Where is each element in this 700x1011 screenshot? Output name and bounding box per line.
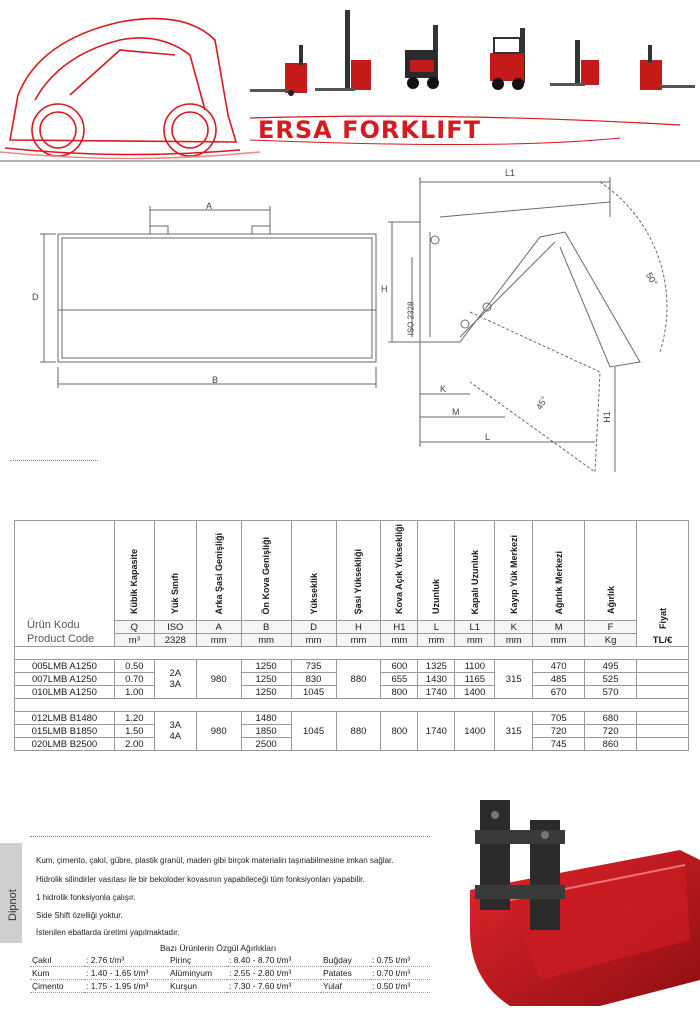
sketch-car-icon bbox=[0, 19, 260, 159]
angle-50-label: 50° bbox=[644, 270, 660, 288]
notes-divider bbox=[30, 836, 430, 837]
product-code-en: Product Code bbox=[27, 633, 95, 646]
weights-row: Çakıl : 2.76 t/m³ Pirinç : 8.40 - 8.70 t/m³ Buğday : 0.75 t/m³ bbox=[30, 954, 430, 967]
col-header: Uzunluk bbox=[418, 521, 455, 621]
col-header: Ağırlık bbox=[585, 521, 637, 621]
table-header-row bbox=[15, 521, 689, 621]
dim-a-label: A bbox=[206, 201, 213, 211]
bucket-photo bbox=[450, 790, 700, 1006]
angle-45-label: 45° bbox=[534, 394, 550, 412]
weights-table bbox=[30, 954, 430, 993]
note-line: 1 hidrolik fonksiyonla çalışır. bbox=[36, 893, 136, 902]
col-header: Yük Sınıfı bbox=[154, 521, 196, 621]
dim-l1-label: L1 bbox=[505, 168, 516, 178]
note-line: İstenilen ebatlarda üretimi yapılmaktadır. bbox=[36, 928, 180, 937]
dim-l-label: L bbox=[485, 432, 491, 442]
section-divider bbox=[10, 460, 98, 461]
dim-iso-label: ISO 2328 bbox=[406, 301, 416, 336]
dim-h1-label: H1 bbox=[601, 411, 612, 423]
forklift-row-icon bbox=[250, 10, 695, 96]
side-view bbox=[388, 177, 667, 472]
note-line: Hidrolik silindirler vasıtası ile bir bekoloder kovasının yapabileceği tüm fonksiyonları yapabilir. bbox=[36, 875, 365, 884]
brand-name: ERSA FORKLIFT bbox=[258, 116, 481, 144]
col-header: Kova Açık Yüksekliği bbox=[381, 521, 418, 621]
table-row: 007LMB A1250 0.70 1250 830 655 1430 1165 485 525 bbox=[15, 673, 689, 686]
col-header: Kübik Kapasite bbox=[114, 521, 154, 621]
col-header: Yükseklik bbox=[291, 521, 336, 621]
spec-table bbox=[14, 520, 689, 751]
dim-d-label: D bbox=[32, 292, 39, 302]
col-header: Ön Kova Genişliği bbox=[241, 521, 291, 621]
col-header: Kapalı Uzunluk bbox=[455, 521, 495, 621]
table-row: 005LMB A1250 0.50 2A 3A 980 1250 735 880 600 1325 1100 315 470 495 bbox=[15, 660, 689, 673]
weights-row: Çimento : 1.75 - 1.95 t/m³ Kurşun : 7.30 - 7.60 t/m³ Yulaf : 0.50 t/m³ bbox=[30, 980, 430, 993]
dim-b-label: B bbox=[212, 375, 219, 385]
product-code-tr: Ürün Kodu bbox=[27, 619, 80, 632]
weights-row: Kum : 1.40 - 1.65 t/m³ Alüminyum : 2.55 - 2.80 t/m³ Patates : 0.70 t/m³ bbox=[30, 967, 430, 980]
code-row: Q ISO A B D H H1 L L1 K M F bbox=[15, 621, 689, 634]
unit-row: m³ 2328 mm mm mm mm mm mm mm mm mm Kg bbox=[15, 634, 689, 647]
header-banner bbox=[0, 0, 700, 162]
dipnot-label: Dipnot bbox=[7, 889, 19, 921]
dim-m-label: M bbox=[452, 407, 460, 417]
dim-h-label: H bbox=[381, 284, 388, 294]
bucket-image-icon bbox=[450, 790, 700, 1006]
col-header: Arka Şasi Genişliği bbox=[196, 521, 241, 621]
col-header-price: Fiyat TL/€ bbox=[637, 521, 689, 647]
dim-k-label: K bbox=[440, 384, 447, 394]
table-row: 020LMB B2500 2.00 2500 745 860 bbox=[15, 738, 689, 751]
weights-title: Bazı Ürünlerin Özgül Ağırlıkları bbox=[160, 943, 277, 953]
front-view bbox=[40, 206, 376, 388]
table-row: 010LMB A1250 1.00 1250 1045 800 1740 1400 670 570 bbox=[15, 686, 689, 699]
table-row: 015LMB B1850 1.50 1850 720 720 bbox=[15, 725, 689, 738]
technical-drawing bbox=[0, 162, 700, 502]
col-header: Ağırlık Merkezi bbox=[533, 521, 585, 621]
note-line: Kum, çimento, çakıl, gübre, plastik granül, maden gibi birçok materialin taşınabilmesine imkan sağlar. bbox=[36, 856, 394, 865]
col-header: Şasi Yüksekliği bbox=[336, 521, 381, 621]
note-line: Side Shift özelliği yoktur. bbox=[36, 911, 123, 920]
col-header: Kayıp Yük Merkezi bbox=[495, 521, 533, 621]
bucket-dimension-drawing bbox=[0, 162, 700, 502]
product-code-header bbox=[15, 521, 115, 647]
table-row: 012LMB B1480 1.20 3A 4A 980 1480 1045 880 800 1740 1400 315 705 680 bbox=[15, 712, 689, 725]
